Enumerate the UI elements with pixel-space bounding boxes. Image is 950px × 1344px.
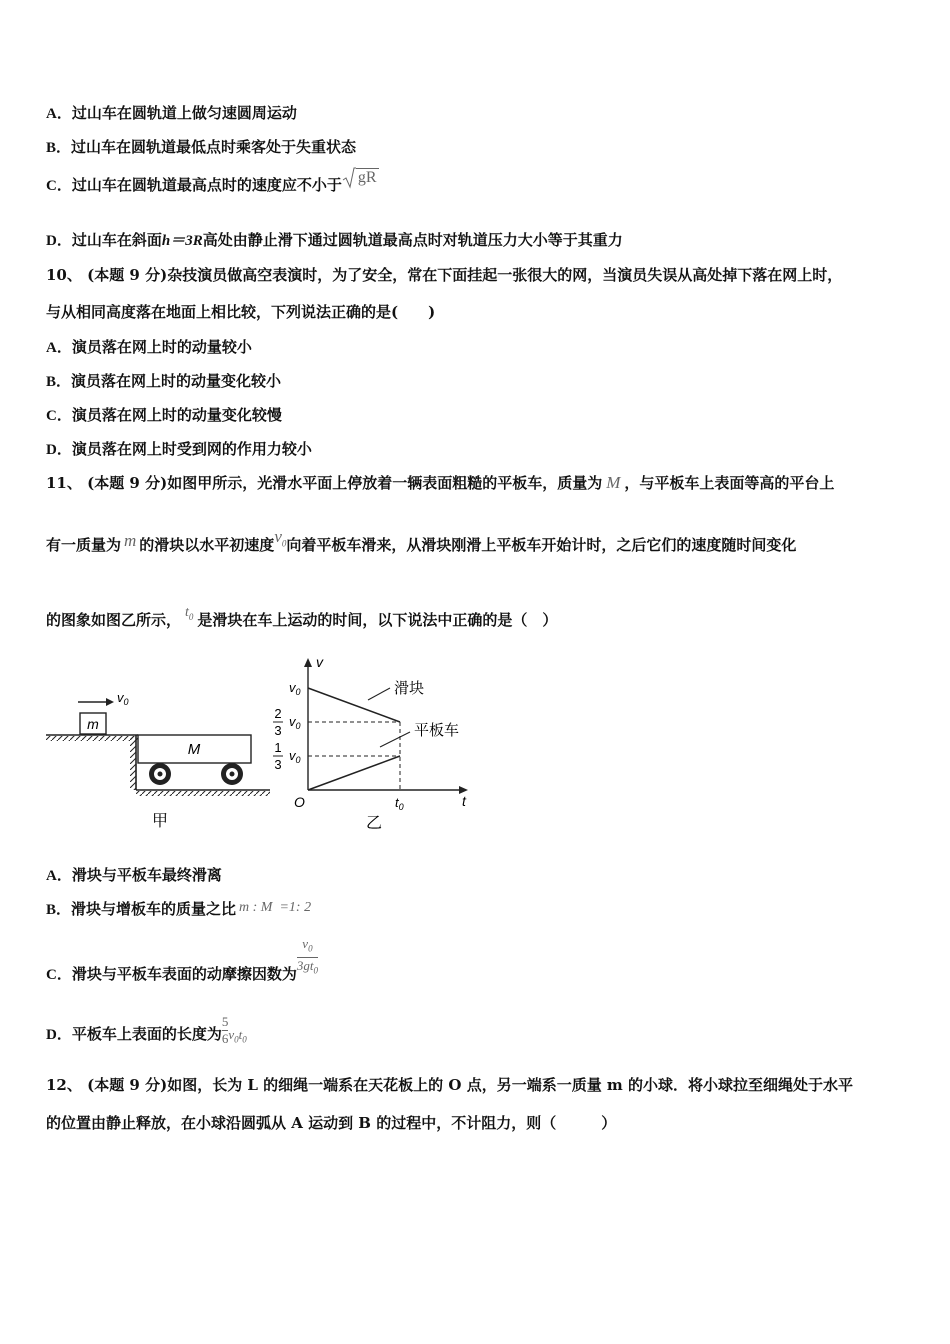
q11-stem-line2 <box>46 527 797 556</box>
y-tick-v0: $v_0$ <box>289 680 301 697</box>
question-text: 是滑块在车上运动的时间，以下说法中正确的是（ ） <box>197 611 558 629</box>
option-letter: B． <box>46 902 72 918</box>
option-text: 滑块与平板车最终滑离 <box>71 866 222 884</box>
option-text: 演员落在网上时的动量变化较慢 <box>71 406 282 424</box>
question-number: 11、 <box>46 474 82 492</box>
mass-symbol: M <box>606 473 621 492</box>
question-text: 如图，长为 L 的细绳一端系在天花板上的 O 点，另一端系一质量 m 的小球．将小球拉至细绳处于水平 <box>167 1076 854 1094</box>
option-letter: A． <box>46 340 72 356</box>
sqrt-expression <box>342 167 379 189</box>
question-number: 10、 <box>46 266 82 284</box>
q12-stem-line2 <box>46 1112 616 1133</box>
cart-series-label: 平板车 <box>414 722 460 739</box>
cart-leader-line <box>380 732 410 747</box>
q10-option-c <box>46 404 282 425</box>
q11-option-c <box>46 936 318 984</box>
question-text: 向着平板车滑来，从滑块刚滑上平板车开始计时，之后它们的速度随时间变化 <box>286 536 797 554</box>
q9-option-a <box>46 102 297 123</box>
question-score: (本题 9 分) <box>87 1076 168 1094</box>
vt-chart <box>273 654 468 832</box>
question-number: 12、 <box>46 1076 82 1094</box>
option-text: 演员落在网上时受到网的作用力较小 <box>71 440 312 458</box>
q10-stem-line2 <box>46 301 435 322</box>
wheel-axle <box>230 772 235 777</box>
wall-hatch <box>130 736 136 790</box>
figure-jia <box>40 680 280 835</box>
fraction-denominator: 6 <box>221 1031 229 1046</box>
q10-option-b <box>46 370 281 391</box>
figure-yi-vt-graph <box>262 650 492 845</box>
q9-option-d <box>46 229 623 250</box>
platform-hatch <box>46 736 138 741</box>
question-text: ，与平板车上表面等高的平台上 <box>624 474 835 492</box>
option-text: 过山车在圆轨道上做匀速圆周运动 <box>71 104 297 122</box>
x-axis-label: t <box>462 793 466 809</box>
option-text: 过山车在斜面 <box>71 231 162 249</box>
q9-option-b <box>46 136 356 157</box>
y-tick-one-third-v0: $v_0$ <box>289 748 301 765</box>
sqrt-radicand: gR <box>357 169 377 186</box>
option-text: 演员落在网上时的动量较小 <box>71 338 252 356</box>
option-text: 高处由静止滑下通过圆轨道最高点时对轨道压力大小等于其重力 <box>202 231 623 249</box>
option-letter: C． <box>46 408 72 424</box>
q11-option-b <box>46 898 311 919</box>
slider-velocity-line <box>308 688 400 722</box>
y-tick-one-third-denominator: 3 <box>274 757 282 772</box>
question-text: 的位置由静止释放，在小球沿圆弧从 A 运动到 B 的过程中，不计阻力，则（ ） <box>46 1114 617 1132</box>
question-text: 的滑块以水平初速度 <box>139 536 275 554</box>
fraction-numerator: $v_0$ <box>302 936 313 954</box>
q11-option-d <box>46 1014 247 1047</box>
option-text: 过山车在圆轨道最低点时乘客处于失重状态 <box>71 138 357 156</box>
option-letter: A． <box>46 868 72 884</box>
question-text: 杂技演员做高空表演时，为了安全，常在下面挂起一张很大的网，当演员失误从高处掉下落在网上时， <box>167 266 843 284</box>
friction-coefficient-fraction <box>297 936 318 978</box>
slider-block-label: m <box>87 716 99 732</box>
option-letter: D． <box>46 1026 72 1043</box>
option-text: 滑块与增板车的质量之比 <box>71 900 237 918</box>
q12-stem-line1 <box>46 1074 853 1095</box>
y-tick-two-thirds-v0: $v_0$ <box>289 714 301 731</box>
ground-hatch <box>136 791 270 796</box>
option-text: 平板车上表面的长度为 <box>71 1024 222 1043</box>
velocity-arrowhead <box>106 698 114 706</box>
y-tick-one-third-numerator: 1 <box>274 740 282 755</box>
velocity-label: $v_0$ <box>117 690 129 707</box>
y-tick-two-thirds-denominator: 3 <box>274 723 282 738</box>
slider-series-label: 滑块 <box>394 680 425 697</box>
slider-leader-line <box>368 688 390 700</box>
option-letter: B． <box>46 374 72 390</box>
question-text: 与从相同高度落在地面上相比较，下列说法正确的是( ) <box>46 303 436 321</box>
question-text: 如图甲所示，光滑水平面上停放着一辆表面粗糙的平板车，质量为 <box>167 474 603 492</box>
option-text: 演员落在网上时的动量变化较小 <box>71 372 282 390</box>
mass-symbol: m <box>124 531 137 550</box>
q10-option-a <box>46 336 252 357</box>
wheel-axle <box>158 772 163 777</box>
option-letter: D． <box>46 233 72 249</box>
question-text: 的图象如图乙所示， <box>46 611 182 629</box>
velocity-symbol: $v_0$ <box>274 527 287 549</box>
y-axis-arrowhead <box>304 658 312 667</box>
question-score: (本题 9 分) <box>87 266 168 284</box>
q11-stem-line3 <box>46 605 558 631</box>
cart-velocity-line <box>308 756 400 790</box>
option-letter: C． <box>46 178 72 194</box>
figure-caption-jia: 甲 <box>151 813 169 830</box>
option-text: 过山车在圆轨道最高点时的速度应不小于 <box>71 176 342 194</box>
length-factor: $v_0t_0$ <box>228 1026 247 1045</box>
option-letter: B． <box>46 140 72 156</box>
fraction-numerator: 5 <box>221 1014 229 1029</box>
sqrt-radical-icon <box>342 167 356 189</box>
figure-caption-yi: 乙 <box>365 815 383 832</box>
q9-option-c <box>46 169 379 197</box>
question-text: 有一质量为 <box>46 536 122 554</box>
q10-option-d <box>46 438 312 459</box>
y-tick-two-thirds-numerator: 2 <box>274 706 282 721</box>
q11-stem-line1 <box>46 472 834 493</box>
option-letter: D． <box>46 442 72 458</box>
height-expression: h＝3R <box>161 233 203 249</box>
option-text: 滑块与平板车表面的动摩擦因数为 <box>71 965 297 984</box>
x-tick-t0: $t_0$ <box>395 795 404 812</box>
mass-ratio: m : M =1: 2 <box>239 900 312 915</box>
fraction-denominator: $3gt_0$ <box>296 957 318 976</box>
y-axis-label: v <box>316 654 323 670</box>
option-letter: A． <box>46 106 72 122</box>
q10-stem-line1 <box>46 264 842 285</box>
option-letter: C． <box>46 967 72 984</box>
question-score: (本题 9 分) <box>87 474 168 492</box>
cart-label: M <box>187 741 201 758</box>
q11-option-a <box>46 864 222 885</box>
time-symbol: $t_0$ <box>185 605 194 622</box>
origin-label: O <box>294 794 305 810</box>
